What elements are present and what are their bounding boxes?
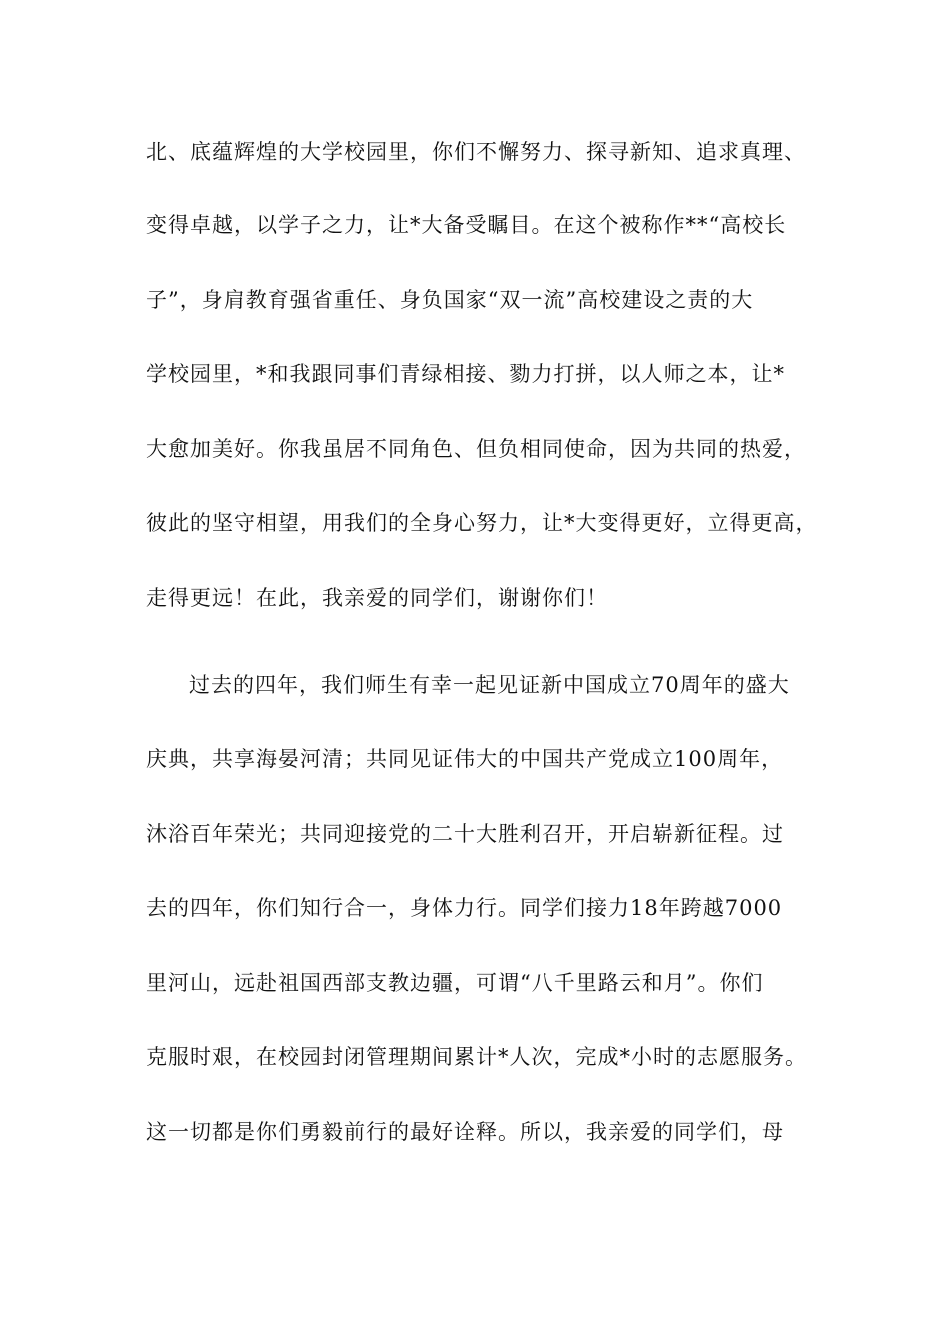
text-line: 这一切都是你们勇毅前行的最好诠释。所以，我亲爱的同学们，母: [146, 1120, 784, 1144]
text-line: 子”，身肩教育强省重任、身负国家“双一流”高校建设之责的大: [146, 288, 754, 312]
text-line: 克服时艰，在校园封闭管理期间累计*人次，完成*小时的志愿服务。: [146, 1045, 807, 1069]
text-line: 彼此的坚守相望，用我们的全身心努力，让*大变得更好，立得更高，: [146, 511, 818, 535]
text-line: 去的四年，你们知行合一，身体力行。同学们接力18年跨越7000: [146, 896, 783, 920]
text-line: 沐浴百年荣光；共同迎接党的二十大胜利召开，开启崭新征程。过: [146, 822, 784, 846]
text-line: 大愈加美好。你我虽居不同角色、但负相同使命，因为共同的热爱，: [146, 437, 806, 461]
text-line: 学校园里，*和我跟同事们青绿相接、勠力打拼，以人师之本，让*: [146, 362, 785, 386]
text-line: 走得更远！在此，我亲爱的同学们，谢谢你们！: [146, 586, 608, 610]
text-line: 变得卓越，以学子之力，让*大备受瞩目。在这个被称作**“高校长: [146, 213, 787, 237]
text-line: 庆典，共享海晏河清；共同见证伟大的中国共产党成立100周年，: [146, 747, 784, 771]
text-line: 过去的四年，我们师生有幸一起见证新中国成立70周年的盛大: [189, 673, 790, 697]
text-line: 北、底蕴辉煌的大学校园里，你们不懈努力、探寻新知、追求真理、: [146, 140, 806, 164]
text-line: 里河山，远赴祖国西部支教边疆，可谓“八千里路云和月”。你们: [146, 971, 764, 995]
